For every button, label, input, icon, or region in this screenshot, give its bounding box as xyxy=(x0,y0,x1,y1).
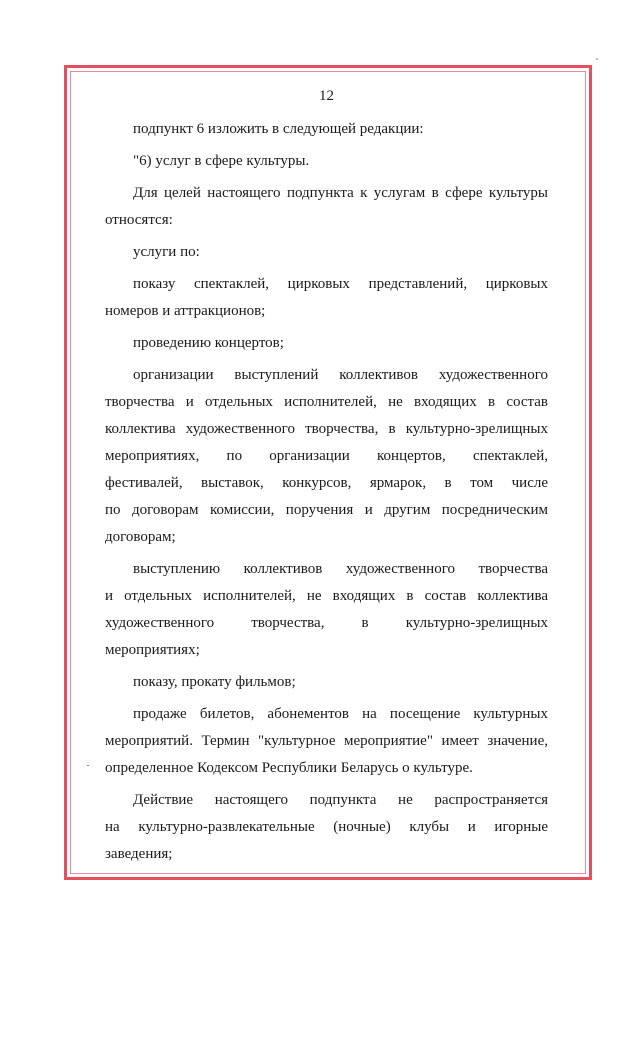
text-line: художественного творчества, в культурно-зрелищных xyxy=(105,615,548,631)
text-line: на культурно-развлекательные (ночные) клубы и игорные xyxy=(105,819,548,835)
text-line: мероприятий. Термин "культурное мероприятие" имеет значение, xyxy=(105,733,548,749)
text-line: по договорам комиссии, поручения и другим посредническим xyxy=(105,502,548,518)
scan-speck xyxy=(596,58,598,60)
paragraph xyxy=(105,787,548,868)
text-line: мероприятиях, по организации концертов, спектаклей, xyxy=(105,448,548,464)
paragraph xyxy=(105,239,548,266)
text-line: показу спектаклей, цирковых представлений, цирковых xyxy=(133,276,548,292)
text-line: выступлению коллективов художественного творчества xyxy=(133,561,548,577)
text-line: относятся: xyxy=(105,212,173,228)
page-number: 12 xyxy=(319,88,334,104)
text-line: "6) услуг в сфере культуры. xyxy=(133,153,310,169)
text-line: и отдельных исполнителей, не входящих в состав коллектива xyxy=(105,588,548,604)
text-line: договорам; xyxy=(105,529,176,545)
paragraph xyxy=(105,148,548,175)
paragraph xyxy=(105,180,548,234)
text-line: творчества и отдельных исполнителей, не входящих в состав xyxy=(105,394,548,410)
paragraph xyxy=(105,362,548,551)
document-body xyxy=(105,83,548,873)
text-line: заведения; xyxy=(105,846,173,862)
paragraph xyxy=(105,669,548,696)
paragraph xyxy=(105,701,548,782)
text-line: определенное Кодексом Республики Беларусь о культуре. xyxy=(105,760,473,776)
text-line: Для целей настоящего подпункта к услугам в сфере культуры xyxy=(133,185,548,201)
scan-speck xyxy=(87,765,89,766)
text-line: подпункт 6 изложить в следующей редакции: xyxy=(133,121,424,137)
paragraph xyxy=(105,330,548,357)
text-line: продаже билетов, абонементов на посещение культурных xyxy=(133,706,548,722)
text-line: номеров и аттракционов; xyxy=(105,303,266,319)
text-line: Действие настоящего подпункта не распространяется xyxy=(133,792,548,808)
text-line: проведению концертов; xyxy=(133,335,284,351)
paragraph xyxy=(105,271,548,325)
text-line: фестивалей, выставок, конкурсов, ярмарок, в том числе xyxy=(105,475,548,491)
text-line: мероприятиях; xyxy=(105,642,200,658)
text-line: показу, прокату фильмов; xyxy=(133,674,296,690)
text-line: услуги по: xyxy=(133,244,200,260)
paragraph xyxy=(105,556,548,664)
text-line: организации выступлений коллективов художественного xyxy=(133,367,548,383)
paragraph xyxy=(105,116,548,143)
text-line: коллектива художественного творчества, в культурно-зрелищных xyxy=(105,421,548,437)
